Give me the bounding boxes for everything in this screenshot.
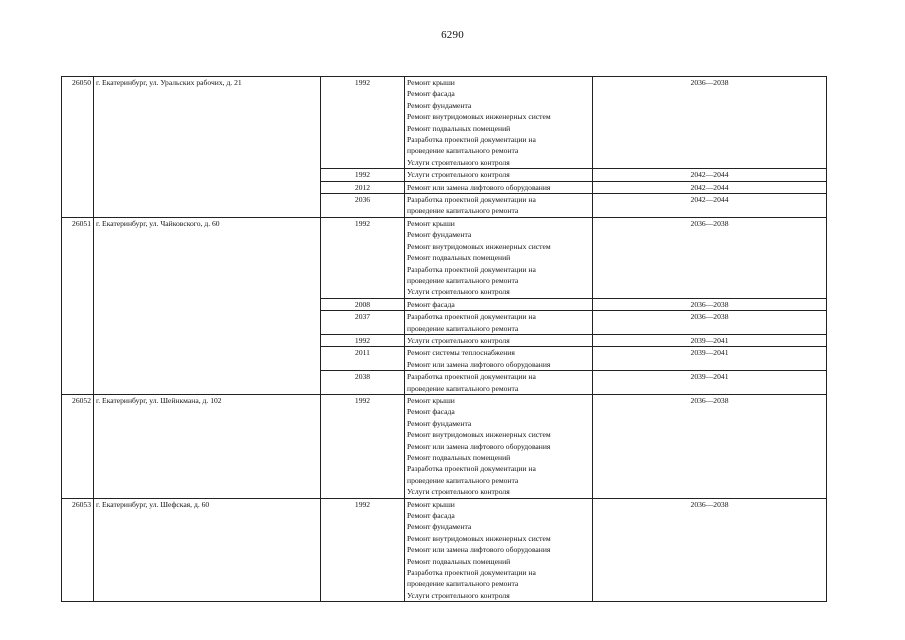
work-item: Ремонт подвальных помещений: [407, 123, 511, 133]
work-item: Ремонт или замена лифтового оборудования: [407, 359, 551, 369]
year-cell: 2038: [321, 371, 405, 395]
work-item: проведение капитального ремонта: [407, 323, 519, 333]
work-item: Ремонт или замена лифтового оборудования: [407, 545, 551, 555]
period-cell: 2036—2038: [593, 394, 827, 498]
work-item: проведение капитального ремонта: [407, 206, 519, 216]
period-cell: 2036—2038: [593, 217, 827, 298]
period-cell: 2042—2044: [593, 169, 827, 181]
works-cell: [405, 194, 593, 218]
work-item: Ремонт фасада: [407, 299, 455, 309]
work-item: Разработка проектной документации на: [407, 372, 536, 382]
table-body: [62, 77, 827, 602]
year-cell: 1992: [321, 77, 405, 169]
work-item: Разработка проектной документации на: [407, 135, 536, 145]
work-item: Услуги строительного контроля: [407, 287, 510, 297]
year-cell: 1992: [321, 394, 405, 498]
works-cell: [405, 498, 593, 602]
address-cell: г. Екатеринбург, ул. Шейнкмана, д. 102: [94, 394, 321, 498]
house-number-cell: 26051: [62, 217, 94, 394]
period-cell: 2039—2041: [593, 371, 827, 395]
work-item: Ремонт или замена лифтового оборудования: [407, 441, 551, 451]
work-item: Ремонт внутридомовых инженерных систем: [407, 241, 551, 251]
house-number-cell: 26050: [62, 77, 94, 218]
work-item: Ремонт фундамента: [407, 230, 472, 240]
work-item: Разработка проектной документации на: [407, 568, 536, 578]
house-number-cell: 26053: [62, 498, 94, 602]
page-number: 6290: [441, 29, 464, 41]
work-item: Ремонт фасада: [407, 89, 455, 99]
work-item: Разработка проектной документации на: [407, 195, 536, 205]
work-item: Ремонт фундамента: [407, 418, 472, 428]
work-item: Разработка проектной документации на: [407, 464, 536, 474]
table-row: [62, 498, 827, 602]
address-cell: г. Екатеринбург, ул. Шефская, д. 60: [94, 498, 321, 602]
work-item: проведение капитального ремонта: [407, 475, 519, 485]
work-item: Ремонт фасада: [407, 407, 455, 417]
work-item: Разработка проектной документации на: [407, 264, 536, 274]
work-item: Ремонт фасада: [407, 511, 455, 521]
work-item: Ремонт крыши: [407, 395, 455, 405]
period-cell: 2042—2044: [593, 181, 827, 193]
work-item: проведение капитального ремонта: [407, 146, 519, 156]
work-item: Услуги строительного контроля: [407, 590, 510, 600]
work-item: Разработка проектной документации на: [407, 312, 536, 322]
works-cell: [405, 181, 593, 193]
work-item: Ремонт системы теплоснабжения: [407, 348, 515, 358]
period-cell: 2039—2041: [593, 347, 827, 371]
year-cell: 2036: [321, 194, 405, 218]
year-cell: 1992: [321, 169, 405, 181]
work-item: проведение капитального ремонта: [407, 579, 519, 589]
work-item: проведение капитального ремонта: [407, 383, 519, 393]
work-item: Ремонт фундамента: [407, 522, 472, 532]
period-cell: 2036—2038: [593, 77, 827, 169]
work-item: Ремонт подвальных помещений: [407, 556, 511, 566]
period-cell: 2036—2038: [593, 311, 827, 335]
year-cell: 2037: [321, 311, 405, 335]
year-cell: 2012: [321, 181, 405, 193]
works-cell: [405, 169, 593, 181]
work-item: Ремонт крыши: [407, 499, 455, 509]
works-cell: [405, 298, 593, 310]
year-cell: 1992: [321, 498, 405, 602]
year-cell: 2008: [321, 298, 405, 310]
period-cell: 2036—2038: [593, 498, 827, 602]
work-item: Услуги строительного контроля: [407, 335, 510, 345]
house-number-cell: 26052: [62, 394, 94, 498]
period-cell: 2036—2038: [593, 298, 827, 310]
year-cell: 2011: [321, 347, 405, 371]
address-cell: г. Екатеринбург, ул. Чайковского, д. 60: [94, 217, 321, 394]
work-item: Ремонт крыши: [407, 218, 455, 228]
work-item: Услуги строительного контроля: [407, 487, 510, 497]
work-item: Ремонт внутридомовых инженерных систем: [407, 430, 551, 440]
capital-repair-table: [61, 76, 827, 602]
works-cell: [405, 217, 593, 298]
work-item: Услуги строительного контроля: [407, 170, 510, 180]
work-item: проведение капитального ремонта: [407, 275, 519, 285]
work-item: Ремонт подвальных помещений: [407, 253, 511, 263]
work-item: Ремонт внутридомовых инженерных систем: [407, 533, 551, 543]
table-row: [62, 77, 827, 169]
work-item: Ремонт внутридомовых инженерных систем: [407, 112, 551, 122]
address-cell: г. Екатеринбург, ул. Уральских рабочих, д. 21: [94, 77, 321, 218]
year-cell: 1992: [321, 334, 405, 346]
table-row: [62, 217, 827, 298]
work-item: Ремонт фундамента: [407, 100, 472, 110]
works-cell: [405, 347, 593, 371]
work-item: Ремонт крыши: [407, 78, 455, 87]
period-cell: 2039—2041: [593, 334, 827, 346]
work-item: Услуги строительного контроля: [407, 157, 510, 167]
year-cell: 1992: [321, 217, 405, 298]
work-item: Ремонт или замена лифтового оборудования: [407, 182, 551, 192]
works-cell: [405, 311, 593, 335]
works-cell: [405, 371, 593, 395]
table-row: [62, 394, 827, 498]
work-item: Ремонт подвальных помещений: [407, 453, 511, 462]
period-cell: 2042—2044: [593, 194, 827, 218]
works-cell: [405, 334, 593, 346]
works-cell: [405, 77, 593, 169]
works-cell: [405, 394, 593, 498]
